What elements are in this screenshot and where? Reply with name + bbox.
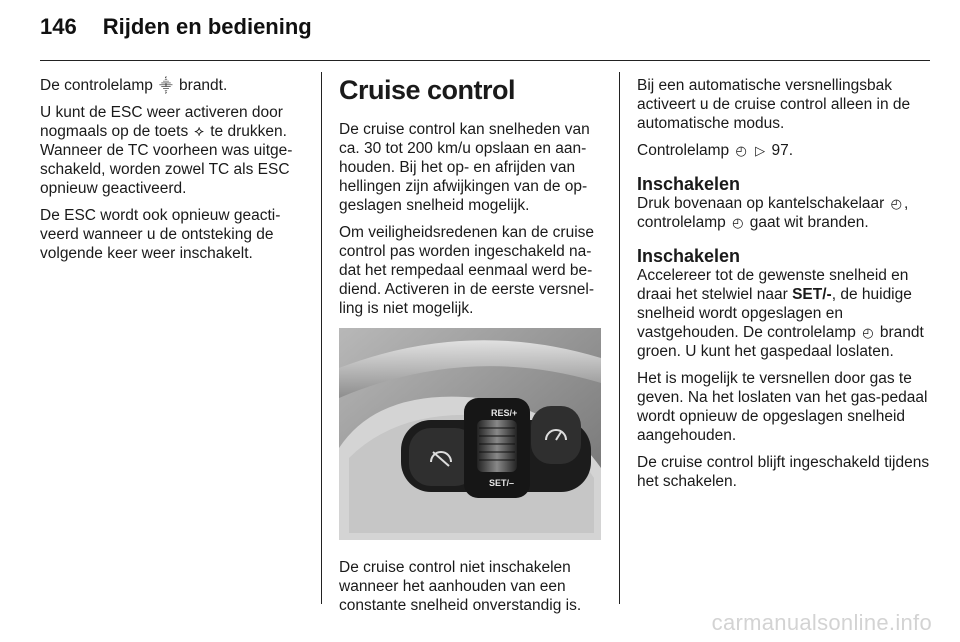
paragraph-lamp-ref: Controlelamp ◴ ▷ 97. (637, 142, 794, 159)
column-middle (339, 74, 601, 623)
res-plus-label: RES/+ (491, 408, 518, 418)
page-number: 146 (40, 14, 77, 39)
header-rule (40, 60, 930, 61)
paragraph-tc-lamp: De controlelamp ⸎ brandt. (40, 77, 228, 94)
column-right (637, 76, 931, 499)
paragraph-automatic: Bij een automatische versnellingsbak activeert u de cruise control alleen in de automatische modus. (637, 77, 911, 132)
page-header (40, 14, 312, 40)
section-heading: Cruise control (339, 75, 516, 105)
paragraph-esc-ignition: De ESC wordt ook opnieuw geacti-veerd wanneer u de ontsteking de volgende keer weer inschakelt. (40, 207, 281, 262)
watermark: carmanualsonline.info (711, 610, 932, 635)
subheading-inschakelen-1: Inschakelen (637, 174, 741, 194)
steering-wheel-illustration (339, 328, 601, 540)
column-left (40, 76, 305, 271)
paragraph-esc-reactivate: U kunt de ESC weer activeren door nogmaals op de toets ⯎ te drukken. Wanneer de TC voorheen was uitge-schakeld, worden zowel TC als ESC opnieuw geactiveerd. (40, 104, 293, 197)
paragraph-cruise-speeds: De cruise control kan snelheden van ca. 30 tot 200 km/u opslaan en aan-houden. Bij het op- en afrijden van hellingen zijn afwijkingen van de op-geslagen snelheid mogelijk. (339, 121, 590, 214)
paragraph-set-speed: Accelereer tot de gewenste snelheid en draai het stelwiel naar SET/-, de huidige snelheid wordt opgeslagen en vastgehouden. De controlelamp ◴ brandt groen. U kunt het gaspedaal loslaten. (637, 267, 924, 360)
set-minus-label: SET/– (489, 478, 515, 488)
paragraph-shifting: De cruise control blijft ingeschakeld tijdens het schakelen. (637, 454, 930, 490)
cruise-control-icon: ◴ (732, 215, 744, 230)
subheading-inschakelen-2: Inschakelen (637, 246, 741, 266)
steering-wheel-photo (339, 328, 601, 540)
esc-off-icon: ⯎ (194, 124, 204, 139)
column-divider-left (321, 72, 322, 604)
paragraph-cruise-safety: Om veiligheidsredenen kan de cruise control pas worden ingeschakeld na-dat het rempedaal eenmaal werd be-diend. Activeren in de eerste versnel-ling is niet mogelijk. (339, 224, 595, 317)
tc-off-icon: ⸎ (159, 78, 173, 93)
section-title: Rijden en bediening (102, 14, 312, 39)
page-reference-icon: ▷ (755, 143, 766, 158)
cruise-control-icon: ◴ (862, 325, 874, 340)
paragraph-switch-on: Druk bovenaan op kantelschakelaar ◴ , controlelamp ◴ gaat wit branden. (637, 195, 909, 231)
cruise-control-icon: ◴ (735, 143, 747, 158)
column-divider-right (619, 72, 620, 604)
cruise-control-icon: ◴ (890, 196, 902, 211)
photo-caption: De cruise control niet inschakelen wanneer het aanhouden van een constante snelheid onverstandig is. (339, 559, 582, 614)
paragraph-accelerate: Het is mogelijk te versnellen door gas te geven. Na het loslaten van het gas-pedaal wordt opnieuw de opgeslagen snelheid aangehouden. (637, 370, 928, 444)
